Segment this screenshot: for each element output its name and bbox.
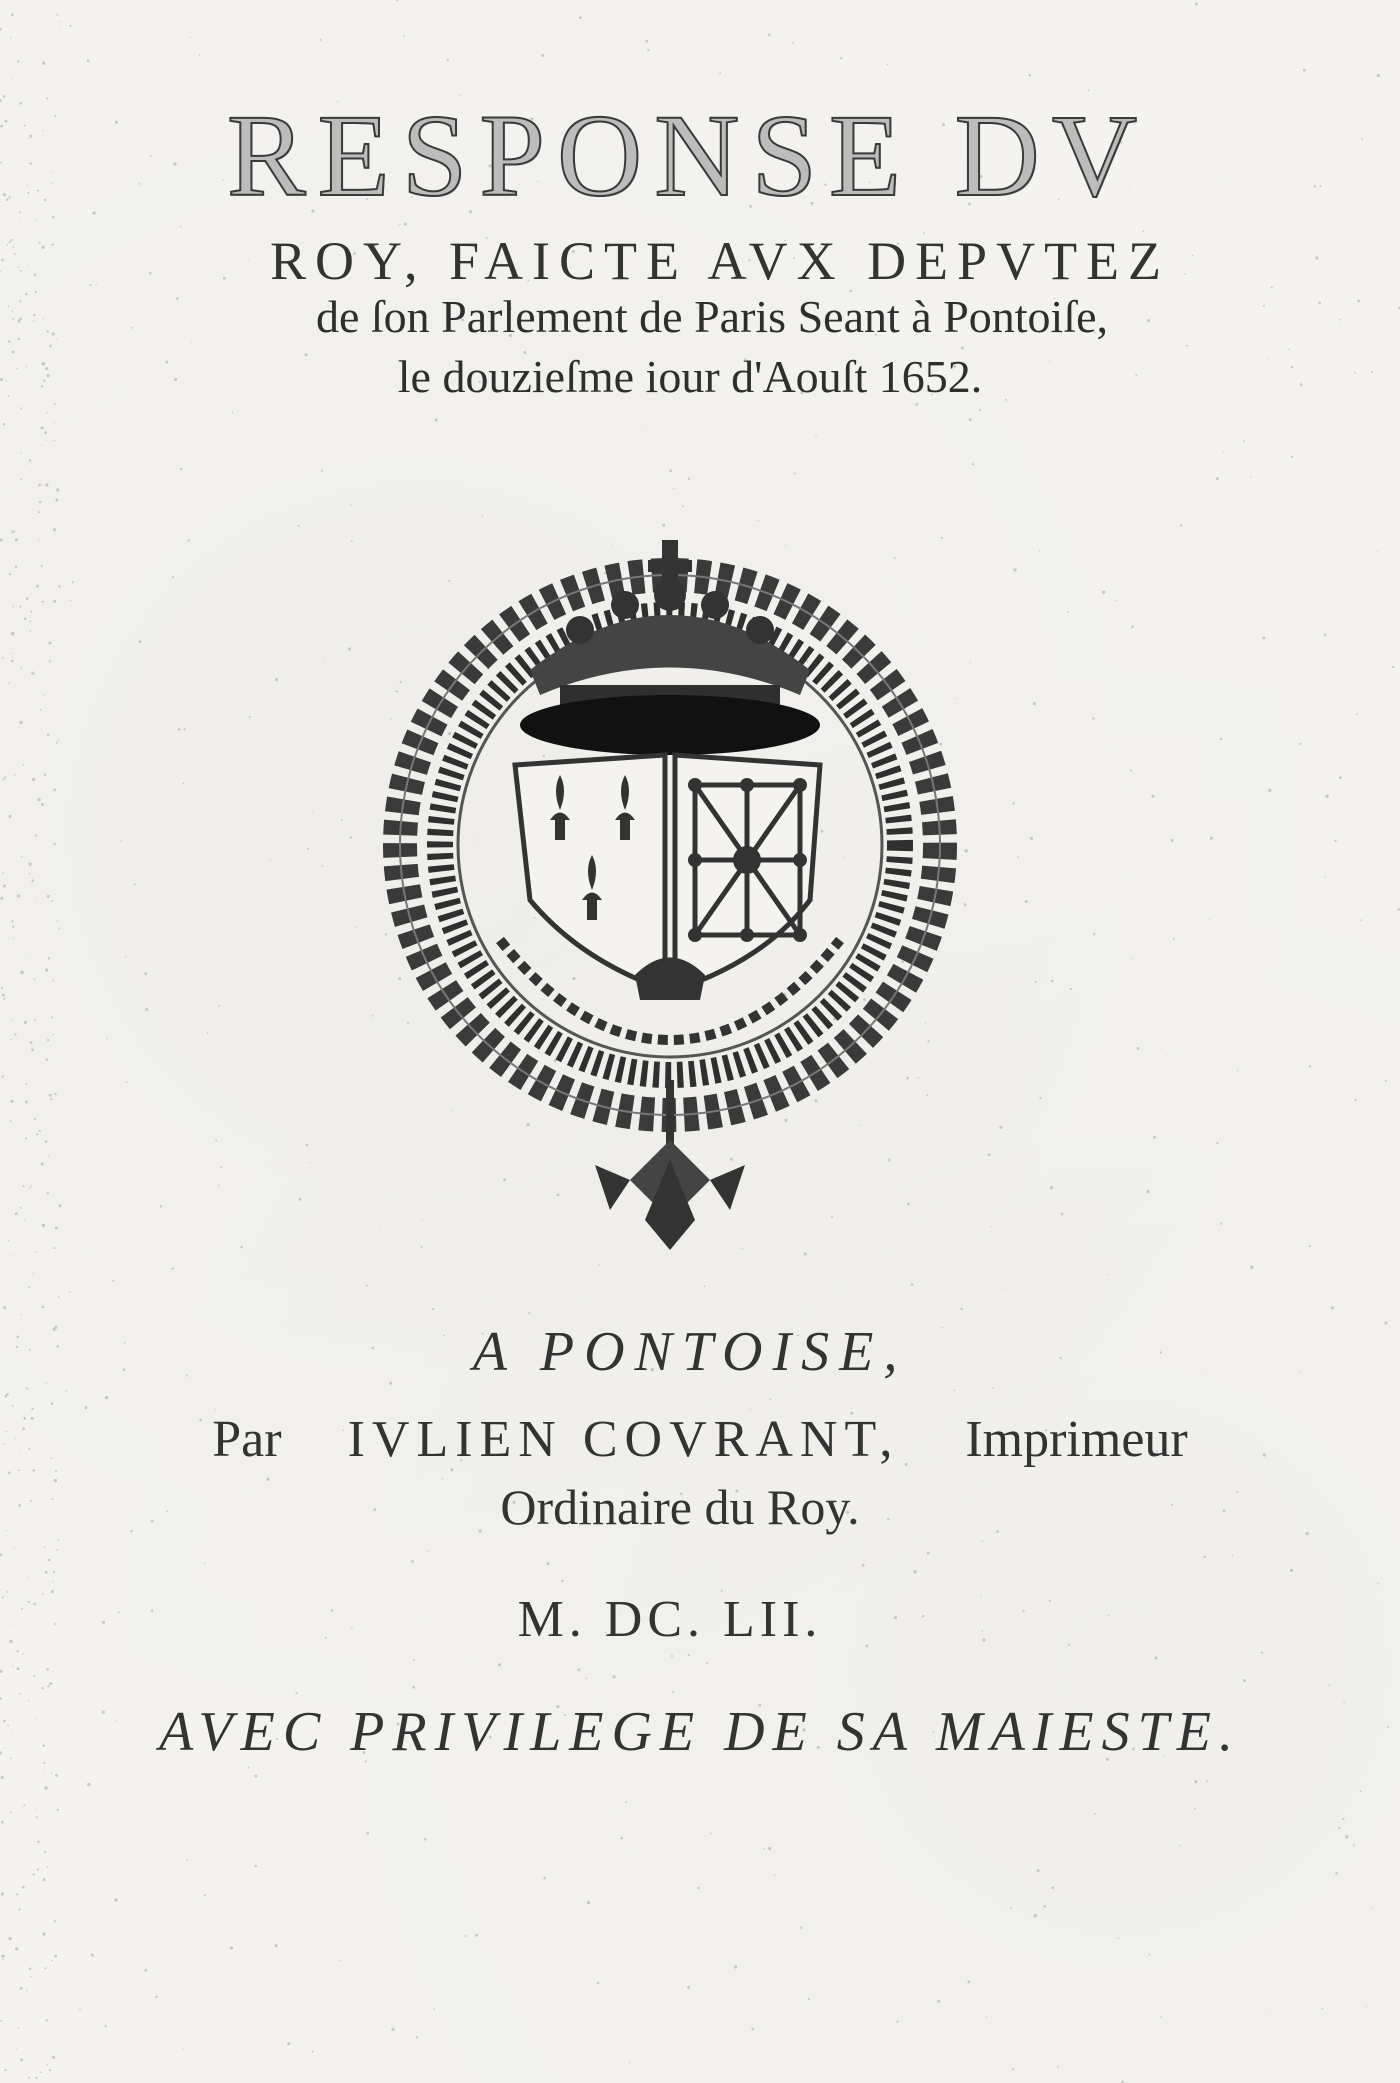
imprint-place: A PONTOISE,	[472, 1321, 908, 1383]
printer-prefix: Par	[212, 1411, 282, 1468]
title-line-3: de ſon Parlement de Paris Seant à Pontoiſe,	[315, 291, 1109, 342]
title-line-1: RESPONSE DV	[226, 90, 1150, 221]
royal-privilege: AVEC PRIVILEGE DE SA MAIESTE.	[158, 1701, 1241, 1763]
publication-year: M. DC. LII.	[517, 1591, 823, 1648]
imprint-printer	[0, 1410, 1400, 1469]
printer-role: Ordinaire du Roy.	[500, 1479, 860, 1535]
title-line-4: le douzieſme iour d'Aouſt 1652.	[397, 351, 983, 402]
royal-coat-of-arms-icon	[380, 520, 960, 1260]
printer-title: Imprimeur	[965, 1411, 1188, 1468]
title-line-2: ROY, FAICTE AVX DEPVTEZ	[269, 231, 1171, 291]
printer-name: IVLIEN COVRANT,	[347, 1411, 900, 1468]
